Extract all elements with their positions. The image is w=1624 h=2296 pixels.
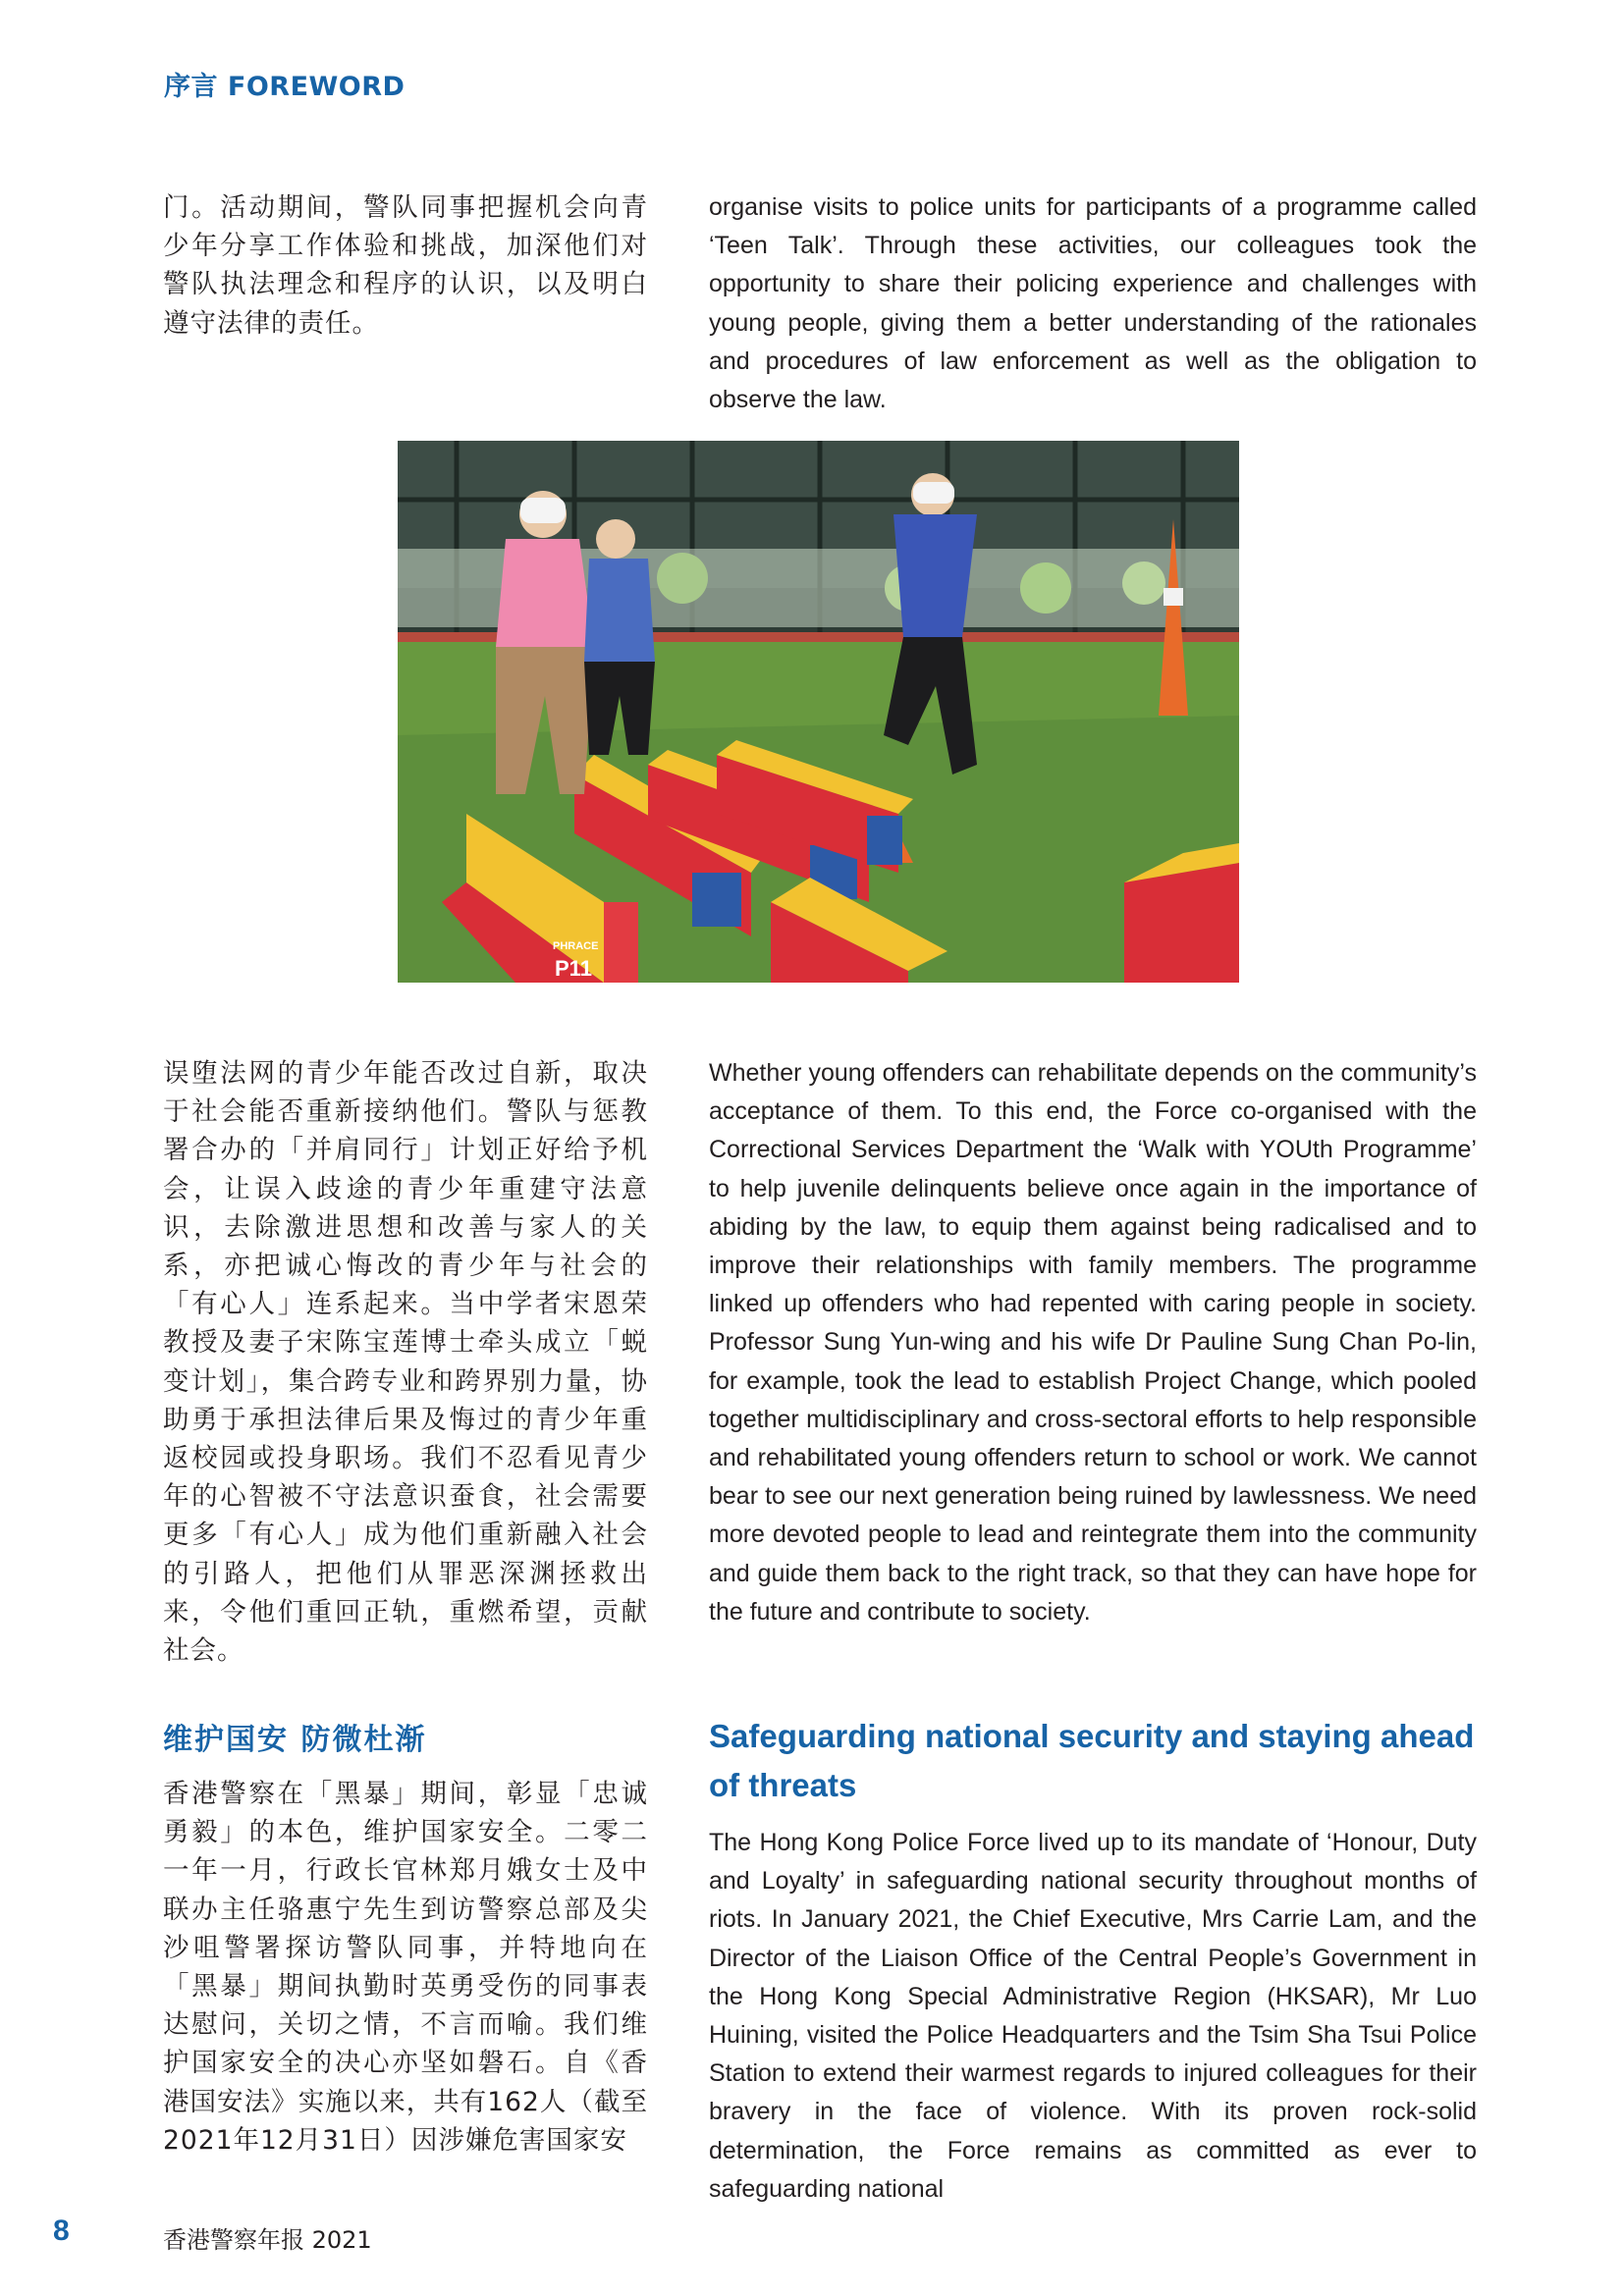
photo-illustration (398, 441, 1239, 983)
section2-chinese-text (163, 1775, 648, 2160)
pad-logo: P11 (555, 956, 592, 981)
section2-english-text (709, 1824, 1477, 2209)
block2-chinese-paragraph: 误堕法网的青少年能否改过自新，取决于社会能否重新接纳他们。警队与惩教署合办的「并肩同行」计划正好给予机会，让误入歧途的青少年重建守法意识，去除激进思想和改善与家人的关系，亦把诚心悔改的青少年与社会的「有心人」连系起来。当中学者宋恩荣教授及妻子宋陈宝莲博士牵头成立「蜕变计划」，集合跨专业和跨界别力量，协助勇于承担法律后果及悔过的青少年重返校园或投身职场。我们不忍看见青少年的心智被不守法意识蚕食，社会需要更多「有心人」成为他们重新融入社会的引路人，把他们从罪恶深渊拯救出来，令他们重回正轨，重燃希望，贡献社会。 (163, 1058, 648, 1667)
section2-english-paragraph: The Hong Kong Police Force lived up to its mandate of ‘Honour, Duty and Loyalty’ in safeguarding national security throughout months of riots. In January 2021, the Chief Executive, Mrs Carrie Lam, and the Director of the Liaison Office of the Central People’s Government in the Hong Kong Special Administrative Region (HKSAR), Mr Luo Huining, visited the Police Headquarters and the Tsim Sha Tsui Police Station to extend their warmest regards to injured colleagues for their bravery in the face of violence. With its proven rock-solid determination, the Force remains as committed as ever to safeguarding national (709, 1829, 1477, 2203)
block1-chinese-text (163, 188, 648, 343)
block2-chinese-text (163, 1054, 648, 1670)
window-decal (657, 553, 708, 604)
publication-title: 香港警察年报 2021 (163, 2226, 372, 2254)
pad-brand: PHRACE (553, 940, 599, 952)
block1-chinese-paragraph: 门。活动期间，警队同事把握机会向青少年分享工作体验和挑战，加深他们对警队执法理念和程序的认识，以及明白遵守法律的责任。 (163, 192, 648, 339)
section2-chinese-paragraph: 香港警察在「黑暴」期间，彰显「忠诚勇毅」的本色，维护国家安全。二零二一年一月，行政长官林郑月娥女士及中联办主任骆惠宁先生到访警察总部及尖沙咀警署探访警队同事，并特地向在「黑暴」期间执勤时英勇受伤的同事表达慰问，关切之情，不言而喻。我们维护国家安全的决心亦坚如磐石。自《香港国安法》实施以来，共有162人（截至2021年12月31日）因涉嫌危害国家安 (163, 1779, 648, 2156)
section-header: 序言 FOREWORD (164, 72, 406, 102)
block2-english-text (709, 1054, 1477, 1631)
section2-english-heading: Safeguarding national security and staying ahead of threats (709, 1718, 1475, 1803)
window-decal (1020, 562, 1071, 614)
block2-english-paragraph: Whether young offenders can rehabilitate depends on the community’s acceptance of them. To this end, the Force co-organised with the Correctional Services Department the ‘Walk with YOUth Programme’ to help juvenile delinquents believe once again in the importance of abiding by the law, to equip them against being radicalised and to improve their relationships with family members. The programme linked up offenders who had repented with caring people in society. Professor Sung Yun-wing and his wife Dr Pauline Sung Chan Po-lin, for example, took the lead to establish Project Change, which pooled together multidisciplinary and cross-sectoral efforts to help responsible and rehabilitated young offenders return to school or work. We cannot bear to see our next generation being ruined by lawlessness. We need more devoted people to lead and reintegrate them into the community and guide them back to the right track, so that they can have hope for the future and contribute to society. (709, 1059, 1477, 1626)
teen-talk-photo (398, 441, 1239, 983)
block1-english-text (709, 188, 1477, 419)
traffic-cone-stripe (1164, 588, 1183, 606)
window-decal (1122, 561, 1165, 605)
section2-chinese-heading: 维护国安 防微杜渐 (163, 1723, 427, 1757)
block1-english-paragraph: organise visits to police units for participants of a programme called ‘Teen Talk’. Through these activities, our colleagues took the opportunity to share their policing experience and challenges with young people, giving them a better understanding of the rationales and procedures of law enforcement as well as the obligation to observe the law. (709, 193, 1477, 414)
page-number: 8 (53, 2215, 70, 2247)
